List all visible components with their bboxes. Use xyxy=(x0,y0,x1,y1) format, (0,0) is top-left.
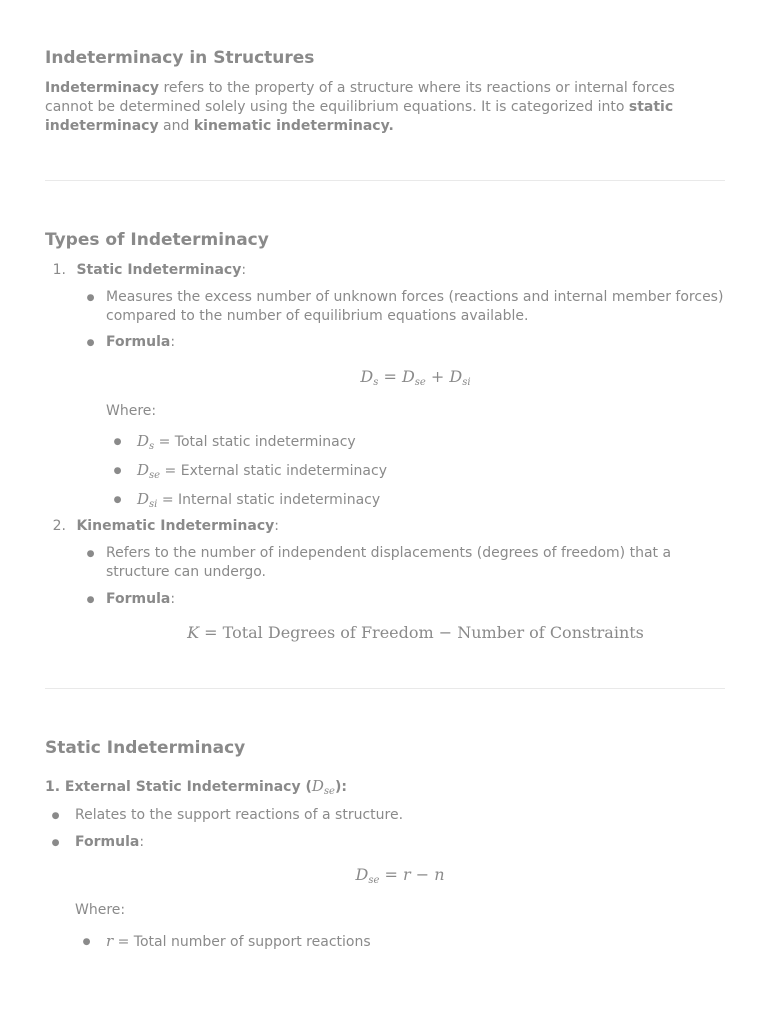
bullet: ● xyxy=(86,595,95,605)
kinematic-label: Kinematic Indeterminacy xyxy=(76,518,275,534)
def-item xyxy=(75,932,675,952)
list-item-static xyxy=(45,261,725,280)
bullet: ● xyxy=(86,549,95,559)
intro-term: Indeterminacy xyxy=(45,80,160,96)
external-desc: Relates to the support reactions of a structure. xyxy=(75,807,404,823)
external-heading xyxy=(45,777,725,797)
intro-and: and xyxy=(158,118,194,134)
kinematic-colon: : xyxy=(274,518,279,534)
formula-label: Formula xyxy=(75,834,140,850)
def-item xyxy=(106,490,706,510)
kinematic-formula-label-item xyxy=(75,590,725,609)
formula-sub: si xyxy=(462,377,471,388)
kinematic-desc: Refers to the number of independent displacements (degrees of freedom) that a structure can undergo. xyxy=(106,545,672,580)
external-heading-end: ): xyxy=(334,779,347,795)
formula-rhs: = Total Degrees of Freedom − Number of Constraints xyxy=(199,623,644,642)
external-formula xyxy=(75,865,725,884)
heading-sub: se xyxy=(323,786,335,797)
bullet: ● xyxy=(113,495,122,505)
intro-text: refers to the property of a structure where its reactions or internal forces cannot be determined solely using the equilibrium equations. It is categorized into xyxy=(45,80,675,115)
page-title: Indeterminacy in Structures xyxy=(45,48,315,68)
def-sym: D xyxy=(137,490,150,508)
bullet: ● xyxy=(82,937,91,947)
bullet: ● xyxy=(113,466,122,476)
def-sub: si xyxy=(149,499,158,510)
formula-sym: D xyxy=(401,367,415,386)
formula-op: = xyxy=(379,865,403,884)
where-label: Where: xyxy=(106,403,157,419)
external-desc-item xyxy=(45,806,725,825)
kinematic-desc-item xyxy=(75,544,725,582)
formula-sym: K xyxy=(187,623,200,642)
formula-op: − xyxy=(410,865,435,884)
formula-sub: se xyxy=(368,875,380,886)
where-label: Where: xyxy=(75,902,126,918)
def-text: = Internal static indeterminacy xyxy=(157,492,381,508)
section-title-static: Static Indeterminacy xyxy=(45,738,246,758)
kinematic-formula xyxy=(106,623,725,642)
formula-sym: D xyxy=(449,367,463,386)
list-item-kinematic xyxy=(45,517,725,536)
formula-op: + xyxy=(425,367,450,386)
bullet: ● xyxy=(51,838,60,848)
static-formula xyxy=(106,367,725,386)
formula-op: = xyxy=(378,367,402,386)
section-title-types: Types of Indeterminacy xyxy=(45,230,269,250)
static-colon: : xyxy=(241,262,247,278)
static-formula-label-item xyxy=(75,333,725,352)
static-label: Static Indeterminacy xyxy=(76,262,242,278)
formula-colon: : xyxy=(139,834,145,850)
intro-kinematic-term: kinematic indeterminacy xyxy=(193,118,389,134)
def-item xyxy=(106,432,706,452)
def-sub: s xyxy=(149,441,155,452)
formula-sym: D xyxy=(355,865,369,884)
intro-period: . xyxy=(388,118,394,134)
def-sym: D xyxy=(137,461,150,479)
def-text: = External static indeterminacy xyxy=(160,463,387,479)
list-number: 1. xyxy=(52,262,66,278)
formula-sym: D xyxy=(360,367,374,386)
intro-static-term: static indeterminacy xyxy=(45,99,674,134)
bullet: ● xyxy=(113,437,122,447)
def-text: = Total static indeterminacy xyxy=(154,434,356,450)
list-number: 2. xyxy=(52,518,66,534)
def-sym: r xyxy=(106,932,114,950)
formula-label: Formula xyxy=(106,334,171,350)
def-item xyxy=(106,461,706,481)
external-heading-text: 1. External Static Indeterminacy ( xyxy=(45,779,312,795)
formula-sym: r xyxy=(402,865,411,884)
formula-colon: : xyxy=(170,334,176,350)
formula-sub: s xyxy=(373,377,379,388)
heading-sym: D xyxy=(311,777,324,795)
def-sym: D xyxy=(137,432,150,450)
def-text: = Total number of support reactions xyxy=(113,934,371,950)
divider xyxy=(45,688,725,689)
formula-sub: se xyxy=(414,377,426,388)
external-formula-label-item xyxy=(45,833,725,852)
bullet: ● xyxy=(86,338,95,348)
static-desc: Measures the excess number of unknown forces (reactions and internal member forces) compared to the number of equilibrium equations available. xyxy=(106,289,724,324)
bullet: ● xyxy=(86,293,95,303)
def-sub: se xyxy=(149,470,161,481)
formula-colon: : xyxy=(170,591,176,607)
bullet: ● xyxy=(51,811,60,821)
formula-sym: n xyxy=(434,865,445,884)
divider xyxy=(45,180,725,181)
intro-paragraph xyxy=(45,79,725,136)
formula-label: Formula xyxy=(106,591,171,607)
static-desc-item xyxy=(75,288,725,326)
